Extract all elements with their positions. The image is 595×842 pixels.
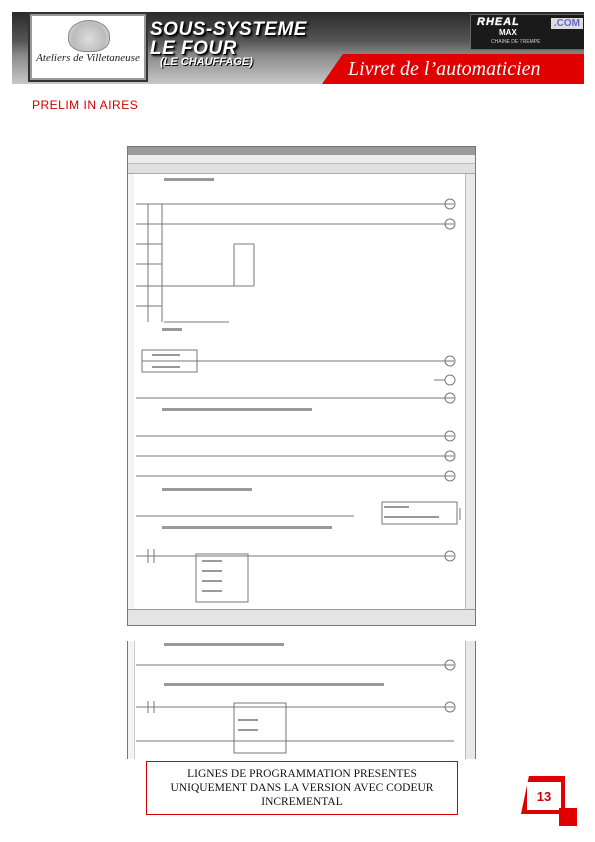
ateliers-logo [30,14,146,80]
window-toolbar [128,164,475,174]
ladder-screenshot-1 [127,146,476,626]
notice-text: LIGNES DE PROGRAMMATION PRESENTES UNIQUEMENT DANS LA VERSION AVEC CODEUR INCREMENTAL [170,768,434,808]
page-number-box [527,782,561,810]
document-title [150,20,307,58]
ladder-screenshot-2 [127,641,476,759]
building-emblem-icon [68,20,110,52]
window-menubar [128,155,475,164]
page-number: 13 [536,788,552,804]
vertical-scrollbar [465,641,475,759]
status-bar [128,609,475,625]
document-subtitle: (LE CHAUFFAGE) [160,56,253,68]
title-line-2: LE FOUR [150,38,237,59]
section-title: PRELIM IN AIRES [32,98,139,112]
vertical-scrollbar [465,174,475,609]
rheal-name: RHEAL [477,16,520,28]
ladder-diagram-continued [134,641,465,759]
document-header [12,12,584,84]
banner-text: Livret de l’automaticien [348,58,541,80]
window-titlebar [128,147,475,155]
ladder-diagram [134,174,465,609]
rheal-tagline: CHAINE DE TREMPE [491,39,541,45]
logo-text: Ateliers de Villetaneuse [36,52,140,64]
rheal-max-logo [470,14,584,50]
rheal-suffix: .COM [551,18,583,29]
title-line-1: SOUS-SYSTEME [150,19,307,40]
rheal-max: MAX [499,28,517,37]
notice-box [146,761,458,815]
page-corner-mark [559,808,577,826]
